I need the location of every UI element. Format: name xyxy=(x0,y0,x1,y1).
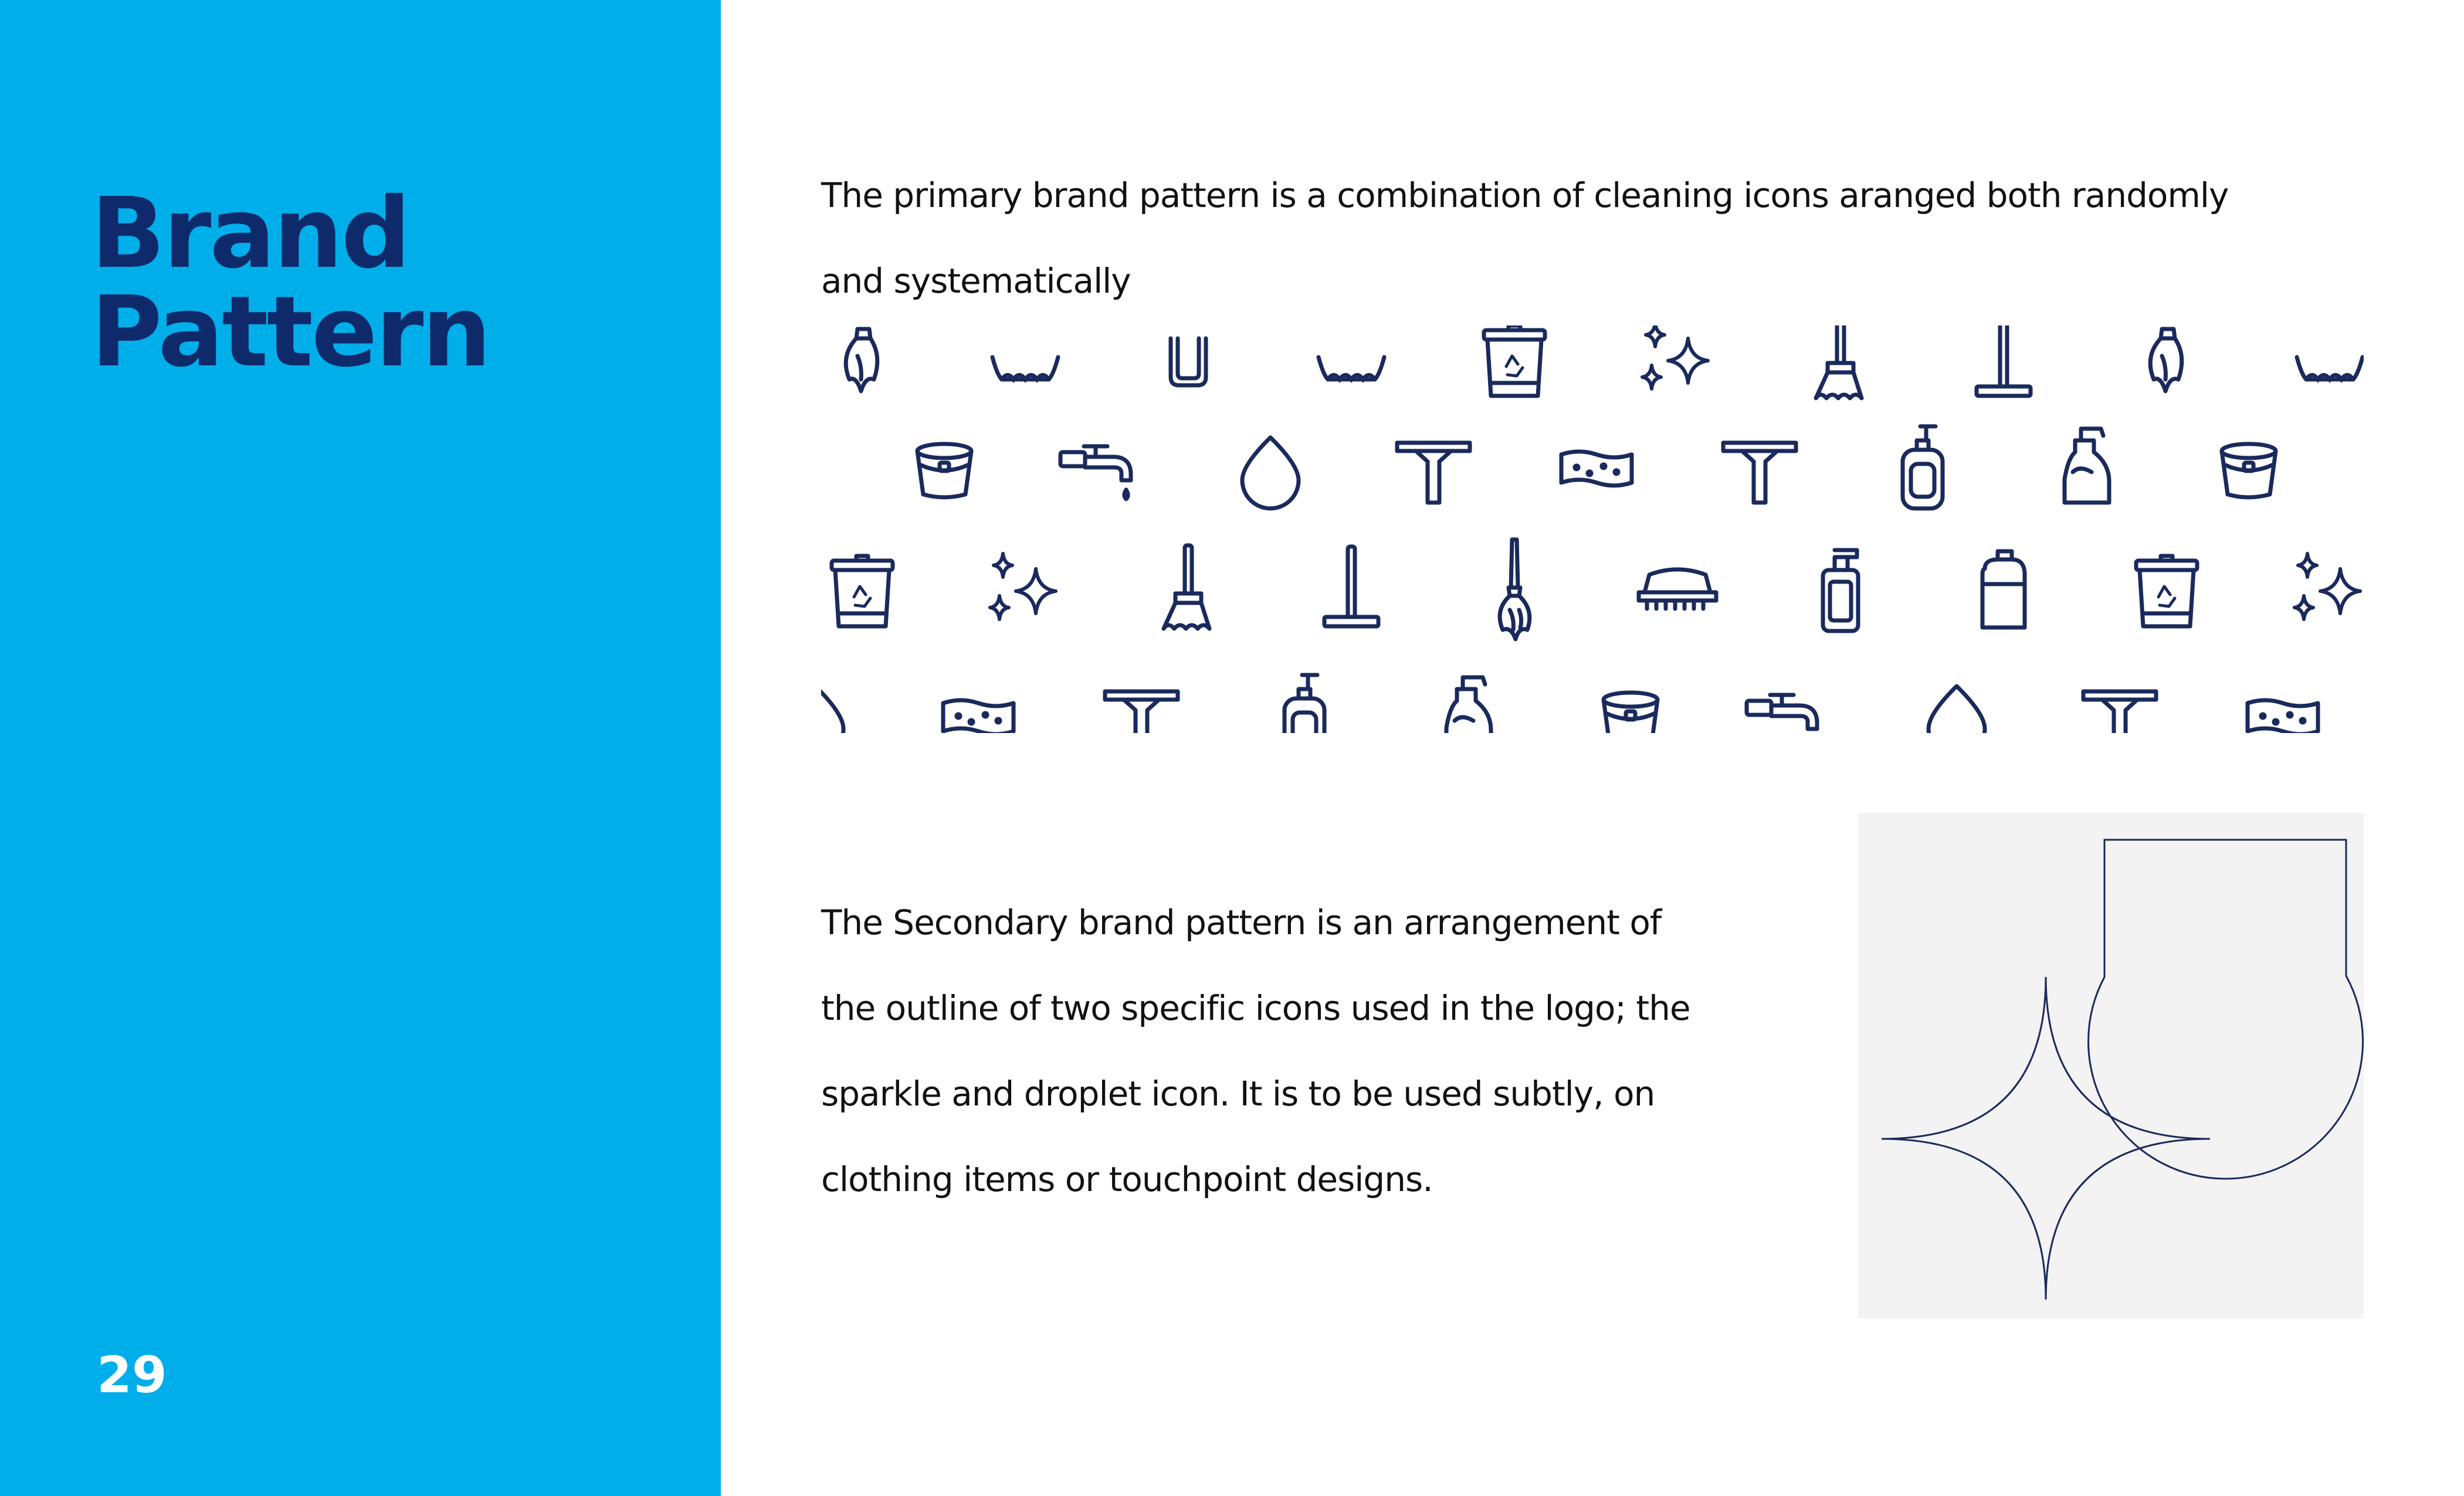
spray-bottle-icon xyxy=(1446,677,1491,733)
sponge-icon xyxy=(943,700,1014,733)
mop-icon xyxy=(1977,325,2031,396)
page-number: 29 xyxy=(97,1346,167,1405)
bucket-icon xyxy=(2222,444,2276,497)
spray-bottle-icon xyxy=(2065,429,2109,503)
recycle-bin-icon xyxy=(832,556,893,626)
bucket-top-icon xyxy=(1319,357,1384,379)
bucket-top-icon xyxy=(992,357,1058,379)
primary-pattern-graphic xyxy=(821,325,2364,733)
bucket-top-icon xyxy=(2297,357,2363,379)
bucket-icon xyxy=(1604,693,1658,733)
sparkles-icon xyxy=(2294,554,2360,619)
droplet-icon xyxy=(821,686,843,733)
primary-description-line-1: The primary brand pattern is a combination of cleaning icons aranged both randomly xyxy=(821,175,2229,215)
sponge-icon xyxy=(2248,700,2318,733)
sponge-icon xyxy=(1561,452,1632,486)
sidebar xyxy=(0,0,721,1496)
bucket-icon xyxy=(917,444,971,497)
sparkles-icon xyxy=(1642,325,1708,389)
tap-icon xyxy=(1060,446,1131,499)
secondary-brand-pattern xyxy=(1858,813,2364,1318)
droplet-outline-icon xyxy=(2089,840,2363,1179)
duster-icon xyxy=(1500,540,1530,639)
droplet-icon xyxy=(1929,686,1985,733)
soap-dispenser-icon xyxy=(1903,426,1943,508)
page-title-line-2: Pattern xyxy=(91,276,490,389)
recycle-bin-icon xyxy=(1484,325,1545,396)
detergent-jug-icon xyxy=(1982,551,2025,627)
brush-head-icon xyxy=(2150,329,2182,391)
page-title xyxy=(91,177,490,389)
secondary-description-line-4: clothing items or touchpoint designs. xyxy=(821,1159,1433,1199)
broom-icon xyxy=(1164,545,1209,629)
cup-icon xyxy=(1171,338,1206,385)
recycle-bin-icon xyxy=(2136,556,2197,626)
squeegee-icon xyxy=(1105,691,1178,733)
soap-bottle-icon xyxy=(1823,550,1858,631)
squeegee-icon xyxy=(1723,443,1796,503)
droplet-icon xyxy=(1242,437,1299,508)
tap-icon xyxy=(1747,695,1817,733)
secondary-description-line-3: sparkle and droplet icon. It is to be used subtly, on xyxy=(821,1074,1655,1114)
page-title-line-1: Brand xyxy=(91,177,409,290)
primary-brand-pattern xyxy=(821,325,2364,733)
squeegee-icon xyxy=(1397,443,1470,503)
soap-dispenser-icon xyxy=(1284,675,1324,733)
secondary-pattern-graphic xyxy=(1858,813,2364,1318)
secondary-pattern-description xyxy=(821,880,1690,1222)
secondary-description-line-1: The Secondary brand pattern is an arrangement of xyxy=(821,903,1662,942)
primary-description-line-2: and systematically xyxy=(821,261,1131,301)
broom-icon xyxy=(1816,325,1862,398)
primary-pattern-description xyxy=(821,152,2228,324)
sparkle-outline-icon xyxy=(1882,977,2210,1300)
scrub-brush-icon xyxy=(1639,569,1716,609)
squeegee-icon xyxy=(2083,691,2156,733)
sparkles-icon xyxy=(990,554,1056,619)
mop-icon xyxy=(1324,547,1378,626)
brush-head-icon xyxy=(846,329,877,391)
secondary-description-line-2: the outline of two specific icons used in the logo; the xyxy=(821,988,1690,1028)
